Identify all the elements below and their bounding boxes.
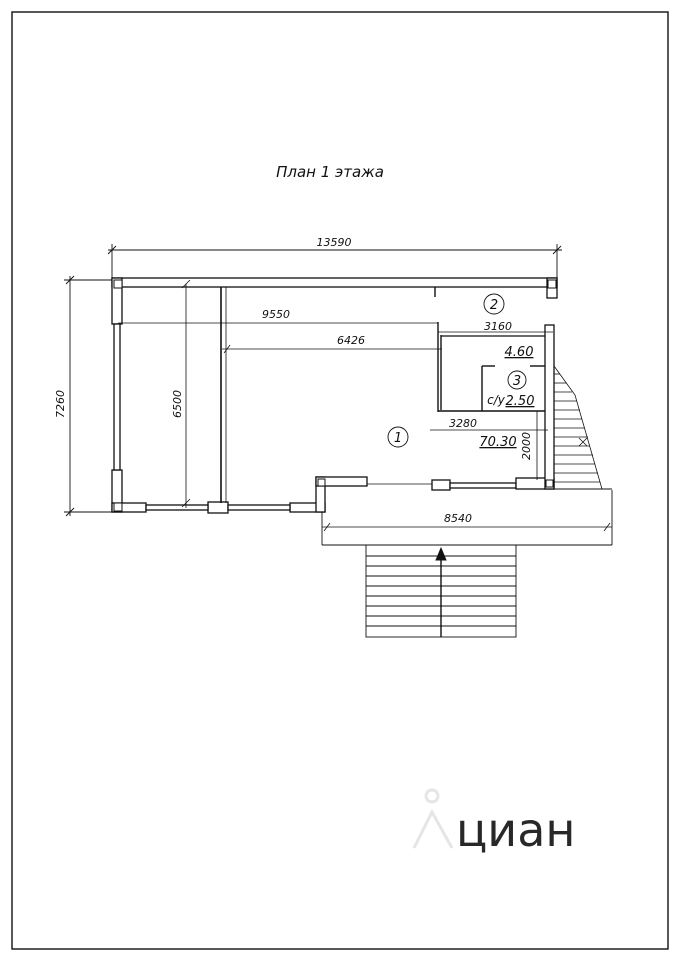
dim-label-6500: 6500 xyxy=(171,390,184,418)
dim-label-13590: 13590 xyxy=(316,236,352,249)
watermark-logo-icon xyxy=(414,790,452,848)
interior-dimensions xyxy=(118,280,612,531)
room-3-label: с/у xyxy=(487,393,505,407)
dim-label-9550: 9550 xyxy=(262,308,290,321)
side-stairs xyxy=(554,366,602,489)
room-1-marker xyxy=(388,427,408,447)
dimension-overall-height xyxy=(64,276,112,516)
room-1-area: 70.30 xyxy=(479,435,517,450)
plan-title: План 1 этажа xyxy=(276,163,384,181)
dim-label-3160: 3160 xyxy=(484,320,512,333)
dim-label-8540: 8540 xyxy=(444,512,472,525)
dimension-overall-width xyxy=(108,244,562,278)
room-2-number: 2 xyxy=(489,298,499,313)
dim-label-3280: 3280 xyxy=(449,417,477,430)
room-3-number: 3 xyxy=(512,374,522,389)
room-1-number: 1 xyxy=(393,431,403,446)
dim-label-7260: 7260 xyxy=(54,390,67,418)
room-2-area: 4.60 xyxy=(504,345,534,360)
watermark-text: циан xyxy=(456,803,576,857)
watermark xyxy=(414,790,575,857)
front-stairs xyxy=(366,545,516,637)
room-2-marker xyxy=(484,294,504,314)
dim-label-2000: 2000 xyxy=(520,432,533,460)
room-3-area: 2.50 xyxy=(505,394,535,409)
room-3-marker xyxy=(508,371,526,389)
dim-label-6426: 6426 xyxy=(337,334,365,347)
